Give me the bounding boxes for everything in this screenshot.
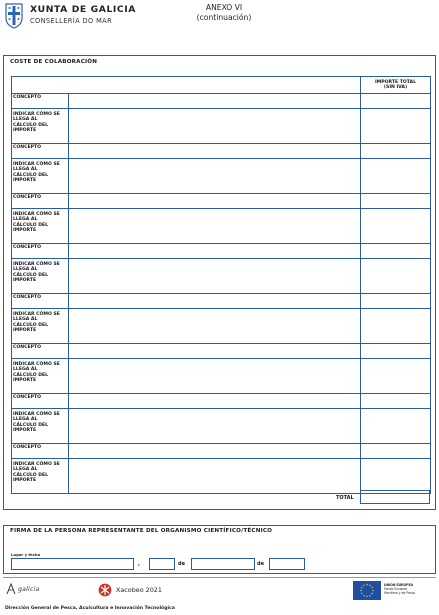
eu-line-3: Marítimo y de Pesca (384, 590, 416, 595)
amount-header-line2: (SIN IVA) (383, 85, 408, 90)
concept-field[interactable] (69, 444, 361, 459)
place-date-label: Lugar y fecha (11, 552, 41, 557)
total-label: TOTAL (336, 495, 354, 501)
calculation-field[interactable] (69, 459, 361, 494)
calculation-row (12, 309, 431, 344)
concept-field[interactable] (69, 244, 361, 259)
calculation-label-line: LLEGA AL (13, 367, 38, 373)
eu-star-icon (369, 595, 370, 596)
concept-field[interactable] (69, 394, 361, 409)
calculation-label-line: IMPORTE (13, 128, 37, 134)
calculation-label (12, 209, 69, 244)
place-field[interactable] (11, 558, 134, 570)
concept-label: CONCEPTO (12, 94, 69, 109)
concept-label: CONCEPTO (12, 394, 69, 409)
galicia-mark-icon (6, 583, 16, 595)
concept-field[interactable] (69, 94, 361, 109)
calculation-label-line: IMPORTE (13, 378, 37, 384)
eu-star-icon (369, 584, 370, 585)
day-field[interactable] (149, 558, 175, 570)
concept-row (12, 144, 431, 159)
concept-row (12, 344, 431, 359)
eu-star-icon (366, 583, 367, 584)
xacobeo-logo (98, 582, 162, 598)
concept-row (12, 94, 431, 109)
concept-field[interactable] (69, 194, 361, 209)
org-subtitle: CONSELLERÍA DO MAR (30, 17, 113, 25)
concept-label: CONCEPTO (12, 344, 69, 359)
calculation-label-line: INDICAR CÓMO SE (13, 262, 60, 267)
concept-label: CONCEPTO (12, 444, 69, 459)
amount-header-line1: IMPORTE TOTAL (374, 79, 417, 85)
calculation-label (12, 409, 69, 444)
eu-star-icon (372, 592, 373, 593)
month-field[interactable] (191, 558, 255, 570)
calculation-field[interactable] (69, 109, 361, 144)
calculation-label-line: IMPORTE (13, 478, 37, 484)
calculation-amount-field[interactable] (361, 359, 431, 394)
calculation-row (12, 459, 431, 494)
calculation-label (12, 159, 69, 194)
calculation-label (12, 359, 69, 394)
calculation-label-line: IMPORTE (13, 178, 37, 184)
calculation-label-line: CÁLCULO DEL (13, 122, 49, 128)
eu-emblem (353, 580, 433, 600)
calculation-label (12, 109, 69, 144)
calculation-label-line: INDICAR CÓMO SE (13, 212, 60, 217)
calculation-amount-field[interactable] (361, 109, 431, 144)
de-separator-2: de (257, 561, 264, 567)
xacobeo-shell-icon (98, 583, 112, 597)
concept-field[interactable] (69, 144, 361, 159)
calculation-label (12, 459, 69, 494)
calculation-label-line: IMPORTE (13, 328, 37, 334)
calculation-label (12, 309, 69, 344)
year-field[interactable] (269, 558, 305, 570)
concept-label: CONCEPTO (12, 194, 69, 209)
de-separator-1: de (178, 561, 185, 567)
calculation-label-line: CÁLCULO DEL (13, 272, 49, 278)
calculation-label (12, 259, 69, 294)
eu-star-icon (361, 592, 362, 593)
calculation-label-line: LLEGA AL (13, 217, 38, 223)
concept-amount-field[interactable] (361, 294, 431, 309)
calculation-row (12, 359, 431, 394)
calculation-row (12, 409, 431, 444)
galicia-logo (6, 582, 39, 596)
concept-field[interactable] (69, 294, 361, 309)
eu-star-icon (363, 584, 364, 585)
calculation-amount-field[interactable] (361, 409, 431, 444)
calculation-label-line: CÁLCULO DEL (13, 172, 49, 178)
concept-row (12, 294, 431, 309)
eu-star-icon (372, 586, 373, 587)
calculation-field[interactable] (69, 359, 361, 394)
page-header (0, 0, 439, 50)
calculation-row (12, 259, 431, 294)
concept-label: CONCEPTO (12, 144, 69, 159)
eu-star-icon (366, 595, 367, 596)
concept-label: CONCEPTO (12, 244, 69, 259)
concept-field[interactable] (69, 344, 361, 359)
calculation-label-line: INDICAR CÓMO SE (13, 112, 60, 117)
eu-star-icon (360, 589, 361, 590)
calculation-label-line: INDICAR CÓMO SE (13, 312, 60, 317)
amount-header-cell (361, 77, 431, 94)
calculation-label-line: LLEGA AL (13, 267, 38, 273)
calculation-label-line: LLEGA AL (13, 467, 38, 473)
concept-row (12, 394, 431, 409)
eu-line-1: UNIÓN EUROPEA (384, 583, 413, 588)
annex-title: ANEXO VI (205, 3, 243, 12)
table-header-row (12, 77, 431, 94)
comma-separator: , (138, 561, 140, 567)
eu-flag-icon (353, 581, 381, 600)
calculation-amount-field[interactable] (361, 209, 431, 244)
calculation-label-line: CÁLCULO DEL (13, 222, 49, 228)
cost-table (11, 76, 431, 494)
calculation-label-line: CÁLCULO DEL (13, 472, 49, 478)
total-amount-field[interactable] (360, 490, 430, 504)
concept-amount-field[interactable] (361, 394, 431, 409)
calculation-field[interactable] (69, 309, 361, 344)
eu-star-icon (363, 595, 364, 596)
calculation-field[interactable] (69, 209, 361, 244)
calculation-field[interactable] (69, 159, 361, 194)
concept-row (12, 444, 431, 459)
calculation-label-line: IMPORTE (13, 428, 37, 434)
calculation-amount-field[interactable] (361, 159, 431, 194)
concept-amount-field[interactable] (361, 194, 431, 209)
eu-line-2: Fondo Europeo (384, 587, 408, 592)
calculation-label-line: INDICAR CÓMO SE (13, 462, 60, 467)
concept-amount-field[interactable] (361, 244, 431, 259)
calculation-row (12, 209, 431, 244)
calculation-label-line: INDICAR CÓMO SE (13, 362, 60, 367)
eu-text-block (384, 584, 415, 596)
cost-section-title: COSTE DE COLABORACIÓN (10, 59, 98, 65)
galicia-logo-text: galicia (18, 585, 40, 593)
calculation-label-line: INDICAR CÓMO SE (13, 412, 60, 417)
calculation-row (12, 109, 431, 144)
calculation-row (12, 159, 431, 194)
concept-amount-field[interactable] (361, 444, 431, 459)
footer-divider (3, 577, 436, 578)
concept-label: CONCEPTO (12, 294, 69, 309)
eu-star-icon (361, 586, 362, 587)
xacobeo-logo-text: Xacobeo 2021 (116, 586, 162, 594)
calculation-field[interactable] (69, 259, 361, 294)
annex-subtitle: (continuación) (196, 13, 252, 22)
concept-row (12, 194, 431, 209)
annex-heading (196, 3, 252, 23)
calculation-label-line: LLEGA AL (13, 317, 38, 323)
concept-row (12, 244, 431, 259)
concept-amount-field[interactable] (361, 344, 431, 359)
concept-amount-field[interactable] (361, 94, 431, 109)
calculation-amount-field[interactable] (361, 309, 431, 344)
xunta-shield-icon (4, 3, 24, 29)
direction-general-text: Dirección General de Pesca, Acuicultura e Innovación Tecnológica (5, 606, 175, 611)
calculation-label-line: LLEGA AL (13, 417, 38, 423)
signature-section-title: FIRMA DE LA PERSONA REPRESENTANTE DEL ORGANISMO CIENTÍFICO/TÉCNICO (10, 528, 273, 534)
calculation-label-line: IMPORTE (13, 228, 37, 234)
header-blank-cell (12, 77, 361, 94)
calculation-label-line: LLEGA AL (13, 117, 38, 123)
calculation-label-line: CÁLCULO DEL (13, 422, 49, 428)
calculation-amount-field[interactable] (361, 259, 431, 294)
calculation-field[interactable] (69, 409, 361, 444)
calculation-label-line: INDICAR CÓMO SE (13, 162, 60, 167)
calculation-amount-field[interactable] (361, 459, 431, 494)
calculation-label-line: IMPORTE (13, 278, 37, 284)
org-title: XUNTA DE GALICIA (30, 4, 136, 15)
concept-amount-field[interactable] (361, 144, 431, 159)
eu-star-icon (372, 589, 373, 590)
calculation-label-line: LLEGA AL (13, 167, 38, 173)
calculation-label-line: CÁLCULO DEL (13, 372, 49, 378)
calculation-label-line: CÁLCULO DEL (13, 322, 49, 328)
